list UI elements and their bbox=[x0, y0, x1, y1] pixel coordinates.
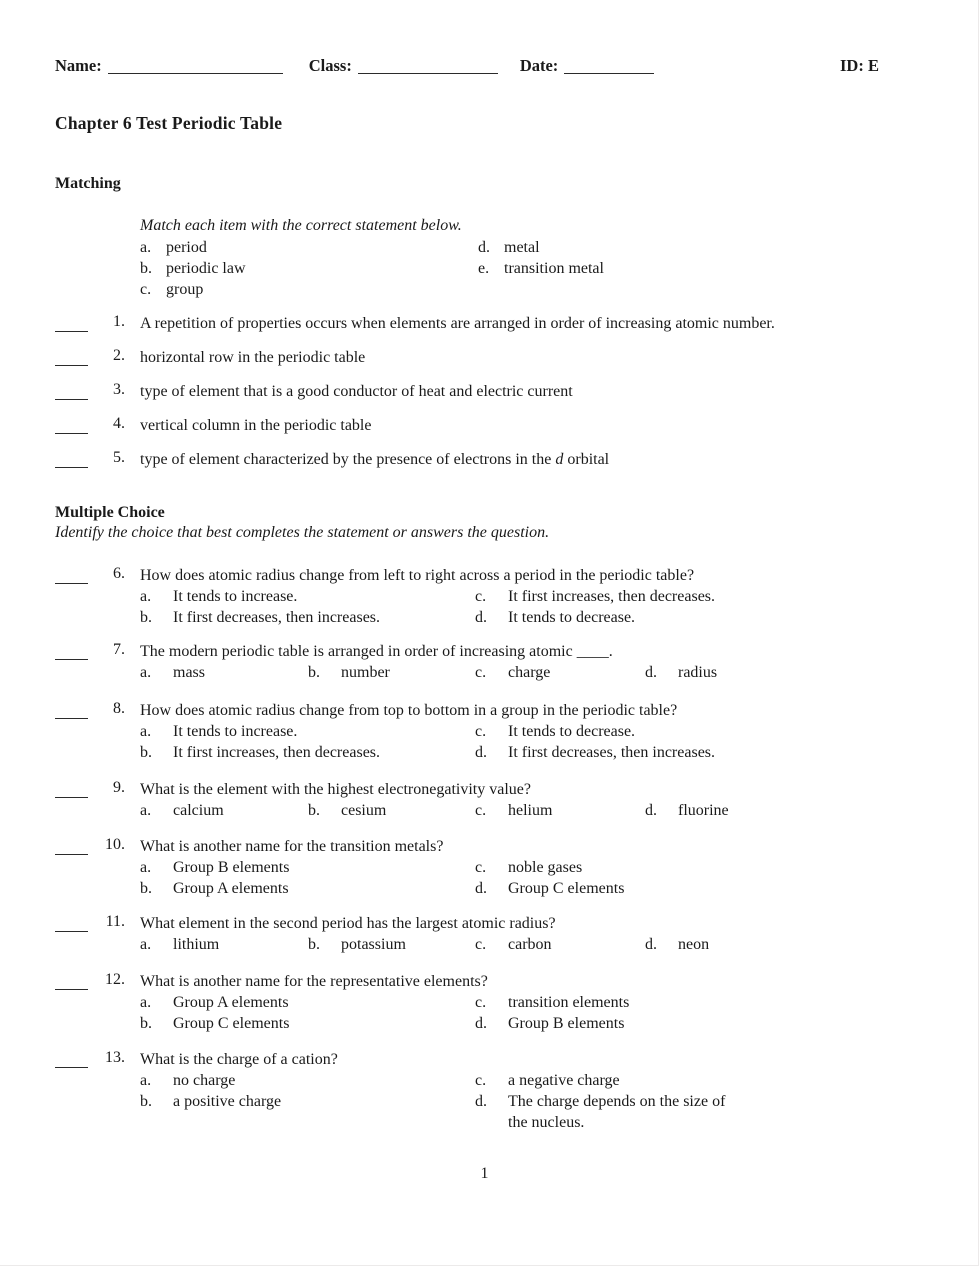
answer-blank-7[interactable] bbox=[55, 659, 88, 660]
question-stem-5-post: orbital bbox=[563, 451, 610, 468]
choice-12-c[interactable] bbox=[475, 992, 629, 1013]
choice-7-d[interactable] bbox=[645, 662, 717, 683]
choice-row bbox=[140, 992, 930, 1013]
choice-12-c-letter: c. bbox=[475, 994, 487, 1011]
multiple-choice-directions: Identify the choice that best completes the statement or answers the question. bbox=[55, 524, 550, 541]
choices-6 bbox=[140, 586, 930, 628]
choices-9 bbox=[140, 800, 930, 821]
choice-row bbox=[140, 800, 930, 821]
choice-8-b-letter: b. bbox=[140, 744, 152, 761]
question-stem-9: What is the element with the highest electronegativity value? bbox=[140, 781, 531, 798]
answer-blank-10[interactable] bbox=[55, 854, 88, 855]
question-number-10: 10. bbox=[105, 836, 125, 853]
choice-10-b[interactable] bbox=[140, 878, 289, 899]
choices-11 bbox=[140, 934, 930, 955]
choice-row bbox=[140, 878, 930, 899]
choice-11-a[interactable] bbox=[140, 934, 219, 955]
matching-directions: Match each item with the correct statement below. bbox=[140, 217, 462, 234]
choice-6-d-text: It tends to decrease. bbox=[508, 609, 636, 626]
choice-9-d-text: fluorine bbox=[678, 802, 729, 819]
question-stem-5 bbox=[140, 449, 930, 470]
choice-12-d-letter: d. bbox=[475, 1015, 487, 1032]
choice-13-c-letter: c. bbox=[475, 1072, 487, 1089]
choices-12 bbox=[140, 992, 930, 1034]
question-number-2: 2. bbox=[113, 347, 125, 364]
choice-6-b-letter: b. bbox=[140, 609, 152, 626]
matching-option-c bbox=[140, 279, 203, 300]
choice-6-a-text: It tends to increase. bbox=[173, 588, 298, 605]
choice-12-d-text: Group B elements bbox=[508, 1015, 625, 1032]
matching-option-d-letter: d. bbox=[478, 239, 490, 256]
choice-10-a-text: Group B elements bbox=[173, 859, 290, 876]
answer-blank-4[interactable] bbox=[55, 433, 88, 434]
matching-option-row bbox=[140, 258, 860, 279]
choice-8-a-letter: a. bbox=[140, 723, 152, 740]
choice-8-d[interactable] bbox=[475, 742, 715, 763]
test-id-label: ID: E bbox=[840, 56, 879, 75]
matching-option-c-text: group bbox=[166, 281, 204, 298]
choice-7-a-letter: a. bbox=[140, 664, 152, 681]
choice-row bbox=[140, 934, 930, 955]
choice-10-b-letter: b. bbox=[140, 880, 152, 897]
question-stem-13: What is the charge of a cation? bbox=[140, 1051, 338, 1068]
page-title: Chapter 6 Test Periodic Table bbox=[55, 113, 283, 133]
choice-9-b[interactable] bbox=[308, 800, 386, 821]
choice-12-a-letter: a. bbox=[140, 994, 152, 1011]
name-blank[interactable] bbox=[108, 73, 283, 74]
choice-11-a-letter: a. bbox=[140, 936, 152, 953]
matching-option-e-letter: e. bbox=[478, 260, 490, 277]
choice-7-c-text: charge bbox=[508, 664, 551, 681]
choice-13-a-text: no charge bbox=[173, 1072, 236, 1089]
choice-11-c-letter: c. bbox=[475, 936, 487, 953]
choice-13-d-text: The charge depends on the size of the nucleus. bbox=[508, 1093, 726, 1131]
choice-7-c[interactable] bbox=[475, 662, 550, 683]
choice-7-d-text: radius bbox=[678, 664, 718, 681]
choice-13-c[interactable] bbox=[475, 1070, 620, 1091]
question-number-11: 11. bbox=[105, 913, 125, 930]
choice-11-c-text: carbon bbox=[508, 936, 552, 953]
choice-9-a-text: calcium bbox=[173, 802, 224, 819]
choice-11-b-text: potassium bbox=[341, 936, 406, 953]
choice-11-b-letter: b. bbox=[308, 936, 320, 953]
choice-9-d-letter: d. bbox=[645, 802, 657, 819]
choice-12-b[interactable] bbox=[140, 1013, 289, 1034]
question-stem-11: What element in the second period has the largest atomic radius? bbox=[140, 915, 556, 932]
matching-option-d bbox=[478, 237, 540, 258]
choices-8 bbox=[140, 721, 930, 763]
answer-blank-1[interactable] bbox=[55, 331, 88, 332]
question-number-3: 3. bbox=[113, 381, 125, 398]
choices-7 bbox=[140, 662, 930, 683]
choice-6-c-text: It first increases, then decreases. bbox=[508, 588, 716, 605]
choice-13-d[interactable] bbox=[475, 1091, 755, 1133]
answer-blank-6[interactable] bbox=[55, 583, 88, 584]
choice-11-d-text: neon bbox=[678, 936, 710, 953]
choice-12-a[interactable] bbox=[140, 992, 289, 1013]
choice-row bbox=[140, 1013, 930, 1034]
choice-12-a-text: Group A elements bbox=[173, 994, 289, 1011]
choice-11-b[interactable] bbox=[308, 934, 406, 955]
choice-13-c-text: a negative charge bbox=[508, 1072, 620, 1089]
choice-11-c[interactable] bbox=[475, 934, 552, 955]
question-number-7: 7. bbox=[113, 641, 125, 658]
question-number-6: 6. bbox=[113, 565, 125, 582]
choices-13 bbox=[140, 1070, 930, 1133]
choice-11-d-letter: d. bbox=[645, 936, 657, 953]
choice-8-b-text: It first increases, then decreases. bbox=[173, 744, 381, 761]
answer-blank-2[interactable] bbox=[55, 365, 88, 366]
class-label: Class: bbox=[308, 56, 352, 75]
choice-6-d[interactable] bbox=[475, 607, 635, 628]
matching-option-c-letter: c. bbox=[140, 281, 152, 298]
question-number-12: 12. bbox=[105, 971, 125, 988]
question-number-13: 13. bbox=[105, 1049, 125, 1066]
question-number-4: 4. bbox=[113, 415, 125, 432]
question-number-1: 1. bbox=[113, 313, 125, 330]
choice-7-b-text: number bbox=[341, 664, 390, 681]
choice-row bbox=[140, 1091, 930, 1133]
choice-8-d-letter: d. bbox=[475, 744, 487, 761]
question-stem-5-pre: type of element characterized by the presence of electrons in the bbox=[140, 451, 556, 468]
choice-row bbox=[140, 1070, 930, 1091]
choice-10-b-text: Group A elements bbox=[173, 880, 289, 897]
question-stem-2: horizontal row in the periodic table bbox=[140, 349, 366, 366]
choice-8-a[interactable] bbox=[140, 721, 297, 742]
choice-8-d-text: It first decreases, then increases. bbox=[508, 744, 716, 761]
answer-blank-12[interactable] bbox=[55, 989, 88, 990]
matching-option-d-text: metal bbox=[504, 239, 540, 256]
choice-8-b[interactable] bbox=[140, 742, 380, 763]
choice-8-c-text: It tends to decrease. bbox=[508, 723, 636, 740]
choice-9-d[interactable] bbox=[645, 800, 729, 821]
date-label: Date: bbox=[519, 56, 559, 75]
choice-row bbox=[140, 586, 930, 607]
matching-option-e bbox=[478, 258, 604, 279]
choice-10-d[interactable] bbox=[475, 878, 624, 899]
choice-12-d[interactable] bbox=[475, 1013, 624, 1034]
question-stem-1: A repetition of properties occurs when elements are arranged in order of increasing atomic number. bbox=[140, 315, 775, 332]
choice-10-c-text: noble gases bbox=[508, 859, 583, 876]
choice-10-a-letter: a. bbox=[140, 859, 152, 876]
choice-13-b-text: a positive charge bbox=[173, 1093, 282, 1110]
choice-6-a[interactable] bbox=[140, 586, 297, 607]
choice-10-d-text: Group C elements bbox=[508, 880, 625, 897]
choice-6-b-text: It first decreases, then increases. bbox=[173, 609, 381, 626]
choice-9-c[interactable] bbox=[475, 800, 552, 821]
matching-option-a-text: period bbox=[166, 239, 207, 256]
question-stem-7: The modern periodic table is arranged in order of increasing atomic ____. bbox=[140, 643, 613, 660]
answer-blank-5[interactable] bbox=[55, 467, 88, 468]
choice-7-b[interactable] bbox=[308, 662, 390, 683]
choice-7-c-letter: c. bbox=[475, 664, 487, 681]
choice-11-d[interactable] bbox=[645, 934, 709, 955]
choice-12-b-text: Group C elements bbox=[173, 1015, 290, 1032]
choice-7-d-letter: d. bbox=[645, 664, 657, 681]
choice-10-d-letter: d. bbox=[475, 880, 487, 897]
choice-row bbox=[140, 857, 930, 878]
choice-9-a[interactable] bbox=[140, 800, 224, 821]
choice-10-a[interactable] bbox=[140, 857, 289, 878]
matching-option-a-letter: a. bbox=[140, 239, 152, 256]
choice-row bbox=[140, 607, 930, 628]
student-info-header bbox=[55, 56, 915, 78]
choice-11-a-text: lithium bbox=[173, 936, 220, 953]
class-blank[interactable] bbox=[358, 73, 498, 74]
choice-6-d-letter: d. bbox=[475, 609, 487, 626]
question-number-5: 5. bbox=[113, 449, 125, 466]
choice-8-c-letter: c. bbox=[475, 723, 487, 740]
date-blank[interactable] bbox=[564, 73, 654, 74]
choice-12-b-letter: b. bbox=[140, 1015, 152, 1032]
matching-answer-bank bbox=[140, 237, 860, 300]
question-stem-5-orbital-letter: d bbox=[555, 451, 564, 468]
choice-6-c-letter: c. bbox=[475, 588, 487, 605]
matching-option-e-text: transition metal bbox=[504, 260, 604, 277]
choice-7-b-letter: b. bbox=[308, 664, 320, 681]
answer-blank-3[interactable] bbox=[55, 399, 88, 400]
choice-9-c-letter: c. bbox=[475, 802, 487, 819]
answer-blank-13[interactable] bbox=[55, 1067, 88, 1068]
choice-row bbox=[140, 662, 930, 683]
question-stem-10: What is another name for the transition metals? bbox=[140, 838, 444, 855]
choice-13-a-letter: a. bbox=[140, 1072, 152, 1089]
question-number-9: 9. bbox=[113, 779, 125, 796]
choice-9-a-letter: a. bbox=[140, 802, 152, 819]
choice-9-b-text: cesium bbox=[341, 802, 387, 819]
choice-row bbox=[140, 742, 930, 763]
choice-10-c-letter: c. bbox=[475, 859, 487, 876]
choice-6-c[interactable] bbox=[475, 586, 715, 607]
choice-9-b-letter: b. bbox=[308, 802, 320, 819]
choice-7-a-text: mass bbox=[173, 664, 205, 681]
section-heading-matching: Matching bbox=[55, 175, 121, 192]
choice-10-c[interactable] bbox=[475, 857, 582, 878]
page-number: 1 bbox=[480, 1165, 489, 1182]
matching-option-b-text: periodic law bbox=[166, 260, 246, 277]
answer-blank-8[interactable] bbox=[55, 718, 88, 719]
answer-blank-11[interactable] bbox=[55, 931, 88, 932]
question-stem-3: type of element that is a good conductor of heat and electric current bbox=[140, 383, 573, 400]
question-number-8: 8. bbox=[113, 700, 125, 717]
choice-8-a-text: It tends to increase. bbox=[173, 723, 298, 740]
matching-option-b bbox=[140, 258, 246, 279]
matching-option-row bbox=[140, 237, 860, 258]
choice-13-b[interactable] bbox=[140, 1091, 281, 1112]
choice-13-b-letter: b. bbox=[140, 1093, 152, 1110]
matching-option-a bbox=[140, 237, 207, 258]
question-stem-12: What is another name for the representative elements? bbox=[140, 973, 488, 990]
section-heading-multiple-choice: Multiple Choice bbox=[55, 504, 165, 521]
matching-option-b-letter: b. bbox=[140, 260, 152, 277]
choice-9-c-text: helium bbox=[508, 802, 553, 819]
matching-option-row bbox=[140, 279, 860, 300]
choices-10 bbox=[140, 857, 930, 899]
choice-8-c[interactable] bbox=[475, 721, 635, 742]
choice-6-a-letter: a. bbox=[140, 588, 152, 605]
question-stem-6: How does atomic radius change from left to right across a period in the periodic table? bbox=[140, 567, 695, 584]
question-stem-8: How does atomic radius change from top to bottom in a group in the periodic table? bbox=[140, 702, 678, 719]
choice-13-a[interactable] bbox=[140, 1070, 235, 1091]
choice-7-a[interactable] bbox=[140, 662, 205, 683]
name-label: Name: bbox=[55, 56, 102, 75]
choice-6-b[interactable] bbox=[140, 607, 380, 628]
choice-13-d-letter: d. bbox=[475, 1093, 487, 1110]
question-stem-4: vertical column in the periodic table bbox=[140, 417, 372, 434]
choice-row bbox=[140, 721, 930, 742]
answer-blank-9[interactable] bbox=[55, 797, 88, 798]
choice-12-c-text: transition elements bbox=[508, 994, 630, 1011]
